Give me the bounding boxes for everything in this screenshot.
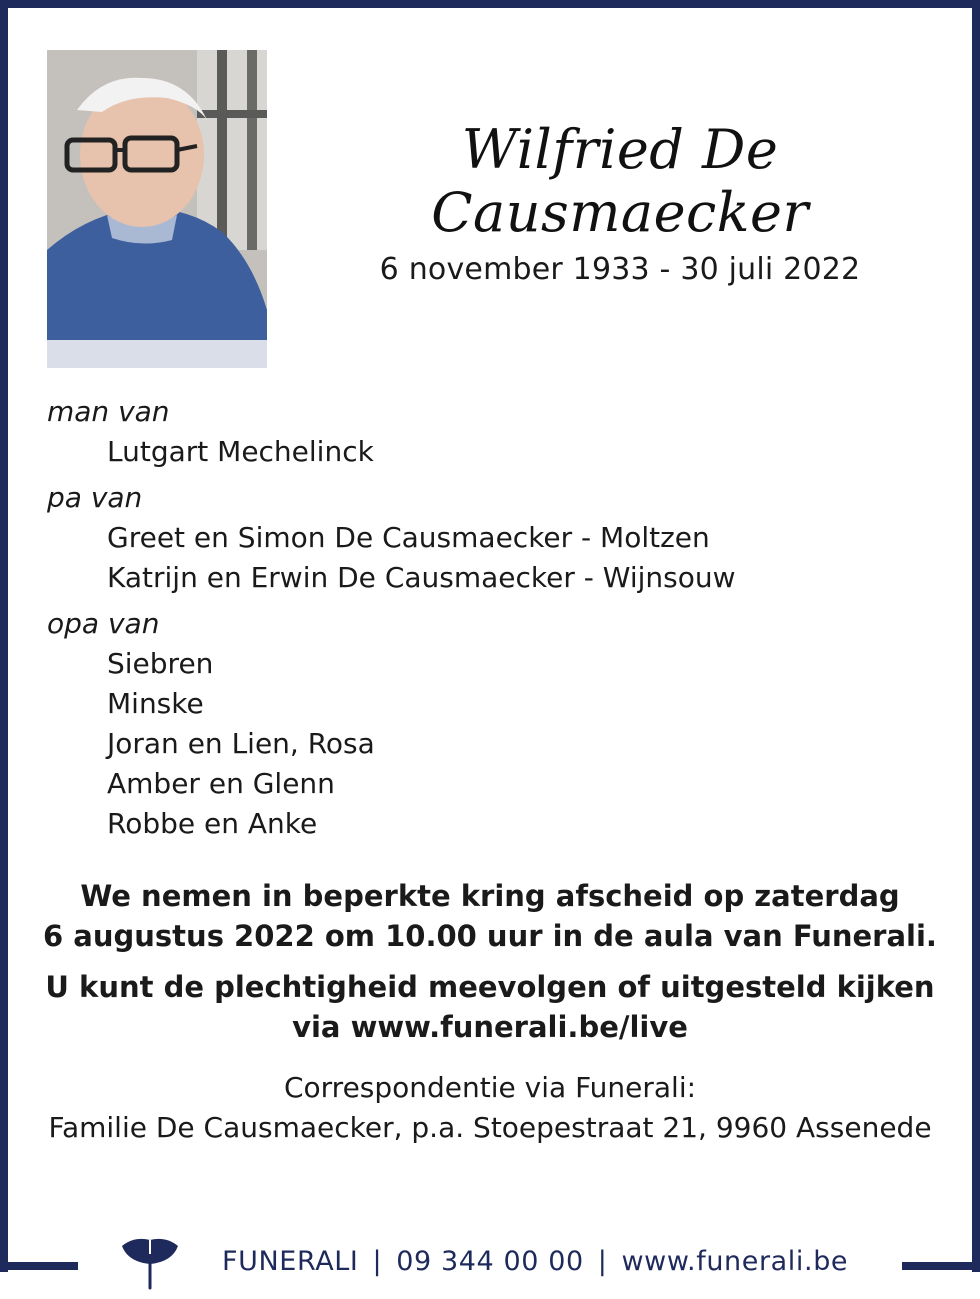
relation-name: Lutgart Mechelinck (107, 435, 374, 468)
life-dates: 6 november 1933 - 30 juli 2022 (379, 252, 861, 287)
livestream-notice (20, 967, 960, 1047)
ceremony-line: We nemen in beperkte kring afscheid op zaterdag (80, 879, 900, 913)
ceremony-notice (20, 876, 960, 956)
frame-left-border (0, 0, 8, 1272)
footer-contact (222, 1242, 848, 1282)
relation-name: Katrijn en Erwin De Causmaecker - Wijnsouw (107, 561, 736, 594)
relation-label: man van (47, 395, 170, 428)
relation-label: pa van (47, 481, 143, 514)
footer-separator: | (372, 1246, 383, 1277)
relation-label: opa van (47, 607, 160, 640)
livestream-line: U kunt de plechtigheid meevolgen of uitgesteld kijken (45, 970, 935, 1004)
livestream-link[interactable]: via www.funerali.be/live (292, 1010, 688, 1044)
relation-name: Siebren (107, 647, 214, 680)
relation-name: Amber en Glenn (107, 767, 335, 800)
relation-spouse (47, 392, 374, 472)
frame-top-border (0, 0, 980, 8)
relation-name: Minske (107, 687, 204, 720)
ginkgo-leaf-icon (120, 1232, 180, 1294)
correspondence-line: Correspondentie via Funerali: (283, 1071, 697, 1104)
deceased-name: Wilfried De Causmaecker (431, 118, 809, 244)
relation-grandchildren (47, 604, 375, 844)
footer-website-link[interactable]: www.funerali.be (621, 1246, 849, 1277)
relation-name: Robbe en Anke (107, 807, 318, 840)
footer-phone[interactable]: 09 344 00 00 (396, 1246, 584, 1277)
frame-right-border (972, 0, 980, 1272)
relation-name: Joran en Lien, Rosa (107, 727, 375, 760)
footer-brand: FUNERALI (222, 1246, 359, 1277)
footer-separator: | (597, 1246, 608, 1277)
correspondence-address: Familie De Causmaecker, p.a. Stoepestraat 21, 9960 Assenede (48, 1111, 932, 1144)
relation-name: Greet en Simon De Causmaecker - Moltzen (107, 521, 710, 554)
relation-children (47, 478, 736, 598)
frame-bottom-right-border (902, 1262, 980, 1270)
ceremony-line: 6 augustus 2022 om 10.00 uur in de aula van Funerali. (43, 919, 937, 953)
correspondence (20, 1068, 960, 1148)
portrait-photo (47, 50, 267, 368)
frame-bottom-left-border (0, 1262, 78, 1270)
